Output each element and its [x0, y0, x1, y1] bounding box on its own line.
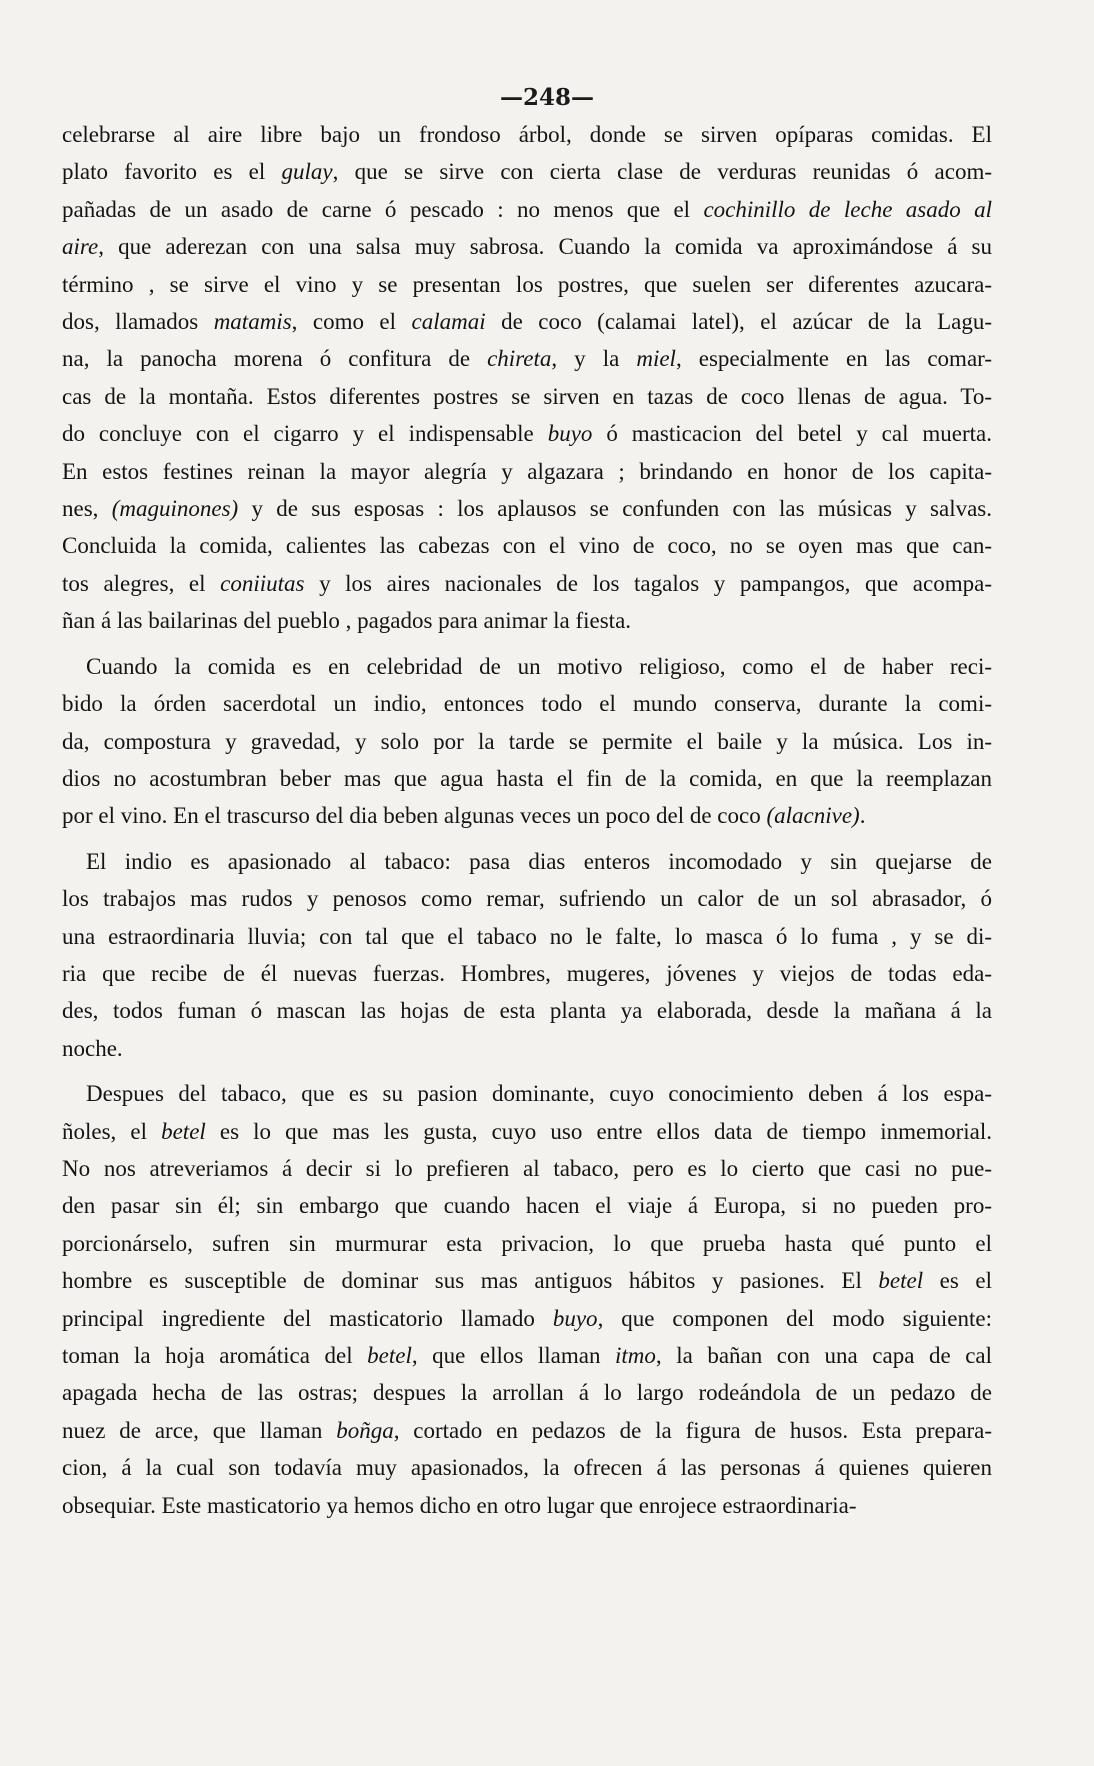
paragraph — [62, 843, 992, 1067]
text-segment: nes, — [62, 496, 112, 522]
text-line — [62, 378, 992, 415]
text-line — [62, 116, 992, 153]
italic-term: betel — [878, 1268, 924, 1294]
text-segment: Despues del tabaco, que es su pasion dominante, cuyo conocimiento deben á los espa- — [86, 1081, 992, 1107]
text-segment: los trabajos mas rudos y penosos como remar, sufriendo un calor de un sol abrasador, ó — [62, 886, 992, 912]
text-line — [62, 955, 992, 992]
text-line — [62, 648, 992, 685]
text-segment: dos, llamados — [62, 309, 214, 335]
text-segment: de coco (calamai latel), el azúcar de la Lagu- — [485, 309, 992, 335]
text-segment: , la bañan con una capa de cal — [655, 1343, 993, 1368]
text-line — [62, 191, 992, 228]
text-segment: do concluye con el cigarro y el indispensable — [62, 421, 548, 447]
italic-term: coniiutas — [220, 570, 305, 596]
text-segment: nuez de arce, que llaman — [62, 1417, 337, 1443]
text-segment: ñan á las bailarinas del pueblo , pagados para animar la fiesta. — [62, 608, 632, 634]
text-segment: den pasar sin él; sin embargo que cuando hacen el viaje á Europa, si no pueden pro- — [62, 1193, 992, 1219]
text-line — [62, 723, 992, 760]
text-line — [62, 453, 992, 490]
text-segment: y de sus esposas : los aplausos se confunden con las músicas y salvas. — [238, 496, 992, 522]
italic-term: matamis — [213, 309, 292, 335]
text-line — [62, 527, 992, 564]
italic-term: (maguinones) — [111, 496, 239, 522]
italic-term: gulay — [281, 159, 333, 185]
body-text — [62, 116, 992, 1524]
text-line — [62, 1300, 992, 1337]
text-segment: , cortado en pedazos de la figura de husos. Esta prepara- — [393, 1417, 992, 1443]
text-segment: , y la — [551, 346, 637, 372]
text-line — [62, 340, 992, 377]
text-segment: cas de la montaña. Estos diferentes postres se sirven en tazas de coco llenas de agua. To- — [62, 383, 992, 409]
text-segment: dios no acostumbran beber mas que agua hasta el fin de la comida, en que la reemplazan — [62, 765, 992, 791]
text-segment: noche. — [62, 1035, 123, 1061]
text-line — [62, 1030, 992, 1067]
page-number: —248— — [499, 84, 594, 111]
text-segment: ó masticacion del betel y cal muerta. — [592, 421, 992, 447]
text-line — [62, 1337, 992, 1374]
text-segment: hombre es susceptible de dominar sus mas antiguos hábitos y pasiones. El — [62, 1268, 879, 1294]
text-segment: por el vino. En el trascurso del dia beben algunas veces un poco del de coco — [62, 803, 767, 829]
text-line — [62, 1113, 992, 1150]
text-segment: principal ingrediente del masticatorio llamado — [62, 1305, 553, 1331]
text-segment: , que se sirve con cierta clase de verduras reunidas ó acom- — [332, 159, 992, 185]
paragraph — [62, 1075, 992, 1524]
italic-term: aire — [62, 234, 99, 260]
text-line — [62, 880, 992, 917]
italic-term: (alacnive) — [766, 803, 860, 829]
text-segment: El indio es apasionado al tabaco: pasa dias enteros incomodado y sin quejarse de — [86, 848, 992, 874]
text-segment: , que aderezan con una salsa muy sabrosa. Cuando la comida va aproximándose á su — [98, 234, 992, 260]
text-line — [62, 266, 992, 303]
text-line — [62, 303, 992, 340]
italic-term: boñga — [336, 1417, 394, 1443]
text-line — [62, 1412, 992, 1449]
text-line — [62, 843, 992, 880]
text-segment: . — [859, 803, 866, 829]
text-line — [62, 602, 992, 639]
text-segment: bido la órden sacerdotal un indio, entonces todo el mundo conserva, durante la comi- — [62, 691, 992, 717]
text-line — [62, 1075, 992, 1112]
text-segment: da, compostura y gravedad, y solo por la tarde se permite el baile y la música. Los in- — [62, 728, 992, 754]
text-segment: toman la hoja aromática del — [62, 1343, 368, 1368]
text-line — [62, 228, 992, 265]
text-segment: cion, á la cual son todavía muy apasionados, la ofrecen á las personas á quienes quieren — [62, 1455, 992, 1481]
text-segment: Concluida la comida, calientes las cabezas con el vino de coco, no se oyen mas que can- — [62, 533, 992, 559]
text-segment: plato favorito es el — [62, 159, 282, 185]
paragraph — [62, 116, 992, 640]
text-segment: celebrarse al aire libre bajo un frondoso árbol, donde se sirven opíparas comidas. El — [62, 122, 992, 147]
text-line — [62, 565, 992, 602]
text-segment: tos alegres, el — [62, 570, 221, 596]
text-line — [62, 1374, 992, 1411]
italic-term: betel — [161, 1118, 206, 1144]
text-line — [62, 1449, 992, 1486]
italic-term: miel — [636, 346, 676, 372]
text-segment: , que ellos llaman — [411, 1343, 616, 1368]
text-segment: ria que recibe de él nuevas fuerzas. Hombres, mugeres, jóvenes y viejos de todas eda- — [62, 960, 992, 986]
text-segment: na, la panocha morena ó confitura de — [62, 346, 488, 372]
text-line — [62, 992, 992, 1029]
paragraph — [62, 648, 992, 835]
text-segment: No nos atreveriamos á decir si lo prefieren al tabaco, pero es lo cierto que casi no pue- — [62, 1155, 992, 1181]
text-line — [62, 1150, 992, 1187]
text-segment: En estos festines reinan la mayor alegría y algazara ; brindando en honor de los capita- — [62, 458, 992, 484]
italic-term: buyo — [552, 1305, 598, 1331]
text-segment: , que componen del modo siguiente: — [597, 1305, 993, 1331]
text-line — [62, 153, 992, 190]
text-segment: es lo que mas les gusta, cuyo uso entre ellos data de tiempo inmemorial. — [205, 1118, 992, 1144]
italic-term: cochinillo de leche asado al — [703, 196, 993, 222]
text-segment: es el — [923, 1268, 993, 1294]
text-line — [62, 918, 992, 955]
text-segment: término , se sirve el vino y se presentan los postres, que suelen ser diferentes azucara- — [62, 271, 992, 297]
text-segment: , como el — [291, 309, 412, 335]
text-segment: ñoles, el — [62, 1118, 162, 1144]
text-line — [62, 1187, 992, 1224]
text-line — [62, 1225, 992, 1262]
text-line — [62, 685, 992, 722]
text-segment: pañadas de un asado de carne ó pescado : no menos que el — [62, 196, 704, 222]
text-line — [62, 1487, 992, 1524]
text-segment: una estraordinaria lluvia; con tal que el tabaco no le falte, lo masca ó lo fuma , y se di- — [62, 923, 992, 949]
italic-term: betel — [367, 1343, 412, 1368]
text-line — [62, 415, 992, 452]
text-segment: apagada hecha de las ostras; despues la arrollan á lo largo rodeándola de un pedazo de — [62, 1380, 992, 1406]
text-segment: y los aires nacionales de los tagalos y pampangos, que acompa- — [304, 570, 992, 596]
italic-term: itmo — [615, 1343, 656, 1368]
text-line — [62, 490, 992, 527]
text-segment: obsequiar. Este masticatorio ya hemos dicho en otro lugar que enrojece estraordinaria- — [62, 1492, 857, 1518]
text-segment: , especialmente en las comar- — [675, 346, 993, 372]
text-line — [62, 797, 992, 834]
italic-term: calamai — [411, 309, 486, 335]
text-line — [62, 1262, 992, 1299]
text-segment: porcionárselo, sufren sin murmurar esta privacion, lo que prueba hasta qué punto el — [62, 1230, 992, 1256]
italic-term: chireta — [487, 346, 552, 372]
italic-term: buyo — [547, 421, 593, 447]
text-line — [62, 760, 992, 797]
text-segment: Cuando la comida es en celebridad de un motivo religioso, como el de haber reci- — [86, 653, 992, 679]
text-segment: des, todos fuman ó mascan las hojas de esta planta ya elaborada, desde la mañana á la — [62, 998, 992, 1024]
